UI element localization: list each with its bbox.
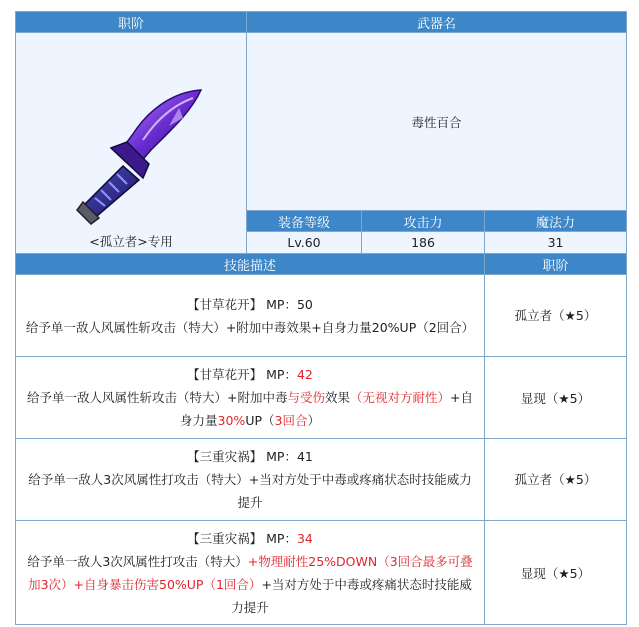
mp-label: MP： [266,296,297,312]
skill-name: 【甘草花开】 [187,367,263,382]
weapon-name: 毒性百合 [247,33,627,211]
skill-effect: 给予单一敌人风属性斩攻击（特大）+附加中毒与受伤效果（无视对方耐性）+自身力量30%UP（3回合） [26,390,473,428]
mp-label: MP： [266,530,297,546]
skill-effect: 给予单一敌人3次风属性打攻击（特大）+当对方处于中毒或疼痛状态时技能威力提升 [28,472,472,510]
exclusive-label: <孤立者>专用 [89,234,173,249]
skill-name: 【甘草花开】 [187,296,263,312]
weapon-image-cell [16,33,247,254]
skill-class-header: 职阶 [485,254,627,275]
skill-name: 【三重灾祸】 [187,530,263,546]
magic-header: 魔法力 [485,211,627,232]
mp-label: MP： [266,367,297,382]
level-header: 装备等级 [247,211,362,232]
skill-class: 孤立者（★5） [485,439,627,521]
mp-value: 34 [296,530,313,546]
weapon-info-table [15,11,626,625]
skill-description [16,439,485,521]
mp-value: 42 [296,367,313,382]
weapon-name-column-header: 武器名 [247,12,627,33]
magic-value: 31 [485,232,627,254]
skill-description [16,275,485,357]
skill-effect: 给予单一敌人风属性斩攻击（特大）+附加中毒效果+自身力量20%UP（2回合） [25,319,475,335]
mp-value: 50 [296,296,313,312]
skill-row [16,521,627,625]
skill-description [16,357,485,439]
skill-row [16,275,627,357]
skill-row [16,357,627,439]
level-value: Lv.60 [247,232,362,254]
attack-value: 186 [362,232,485,254]
skill-description [16,521,485,625]
skill-row [16,439,627,521]
skill-desc-header: 技能描述 [16,254,485,275]
skill-class: 显现（★5） [485,357,627,439]
purple-dagger-image [51,78,211,228]
skill-name: 【三重灾祸】 [187,449,263,464]
mp-value: 41 [296,449,313,464]
skill-class: 显现（★5） [485,521,627,625]
class-column-header: 职阶 [16,12,247,33]
skill-effect: 给予单一敌人3次风属性打攻击（特大）+物理耐性25%DOWN（3回合最多可叠加3次）+自身暴击伤害50%UP（1回合）+当对方处于中毒或疼痛状态时技能威力提升 [27,553,473,615]
skill-class: 孤立者（★5） [485,275,627,357]
attack-header: 攻击力 [362,211,485,232]
mp-label: MP： [266,449,297,464]
